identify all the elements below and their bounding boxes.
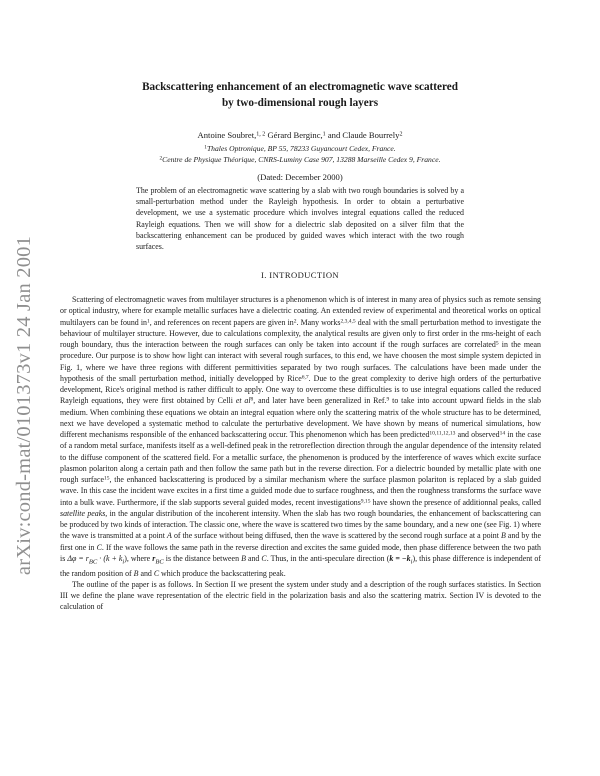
text-run: . Many works — [296, 317, 341, 327]
arxiv-watermark — [8, 225, 42, 585]
affiliation-2-text: Centre de Physique Théorique, CNRS-Luminy Case 907, 13288 Marseille Cedex 9, France. — [162, 155, 441, 164]
math-symbol: r — [152, 553, 156, 563]
text-run: ), this phase difference is independent of the random position of — [60, 553, 541, 578]
text-run: . If the wave follows the same path in the reverse direction and excites the same guided mode, then phase difference between the two path is — [60, 542, 541, 563]
equation-subscript: BC — [88, 558, 98, 566]
equation-subscript: BC — [155, 558, 164, 566]
text-run: deal with the small perturbation method to investigate the behaviour of multilayer structure. However, due to calculations complexity, the analytical results are given only to first order in the rms-height of each rough boundary, thus the interaction between the rough surfaces can only be taken into account if the rough surfaces are correlated — [60, 317, 541, 349]
text-run: is the distance between — [163, 553, 242, 563]
text-run: in the case of a random metal surface, manifests itself as a well-defined peak in the retroreflection direction through the angular dependence of the intensity related to the diffuse component of the scattered field. For a metallic surface, the phenomenon is produced by the interference of waves which excite surface plasmon polariton along a certain path and then follow the same path but in the reverse direction. For a dielectric bounded by metallic plate with one rough surface — [60, 430, 542, 484]
text-run: have shown the presence of additionnal peaks, called — [370, 497, 541, 507]
citation-ref: 5 — [495, 340, 499, 347]
math-symbol: A — [167, 531, 172, 541]
citation-ref: 2,3,4,5 — [340, 318, 356, 325]
arxiv-id: arXiv:cond-mat/0101373v1 24 Jan 2001 — [13, 235, 36, 575]
affiliation-1-number: 1 — [204, 144, 207, 151]
text-run: and — [138, 568, 154, 578]
author-3-affil: 2 — [399, 131, 403, 138]
equation: · (k + k — [97, 553, 123, 563]
affiliation-2-number: 2 — [159, 155, 163, 162]
affiliation-1 — [50, 144, 550, 154]
citation-ref: 6,7 — [301, 374, 309, 381]
text-run: , and later have been generalized in Ref. — [253, 396, 387, 406]
text-run: to take into account upward fields in the slab medium. When combining these equations we obtain an integral equation where only the scattering matrix of the whole structure has to be determined, next we have developed a systematic method to calculate the perturbative development. We have shown by means of numerical simulations, how different mechanisms responsible of the enhanced backscattering occur. This phenomenon which has been predicted — [60, 396, 542, 439]
affiliation-2 — [50, 155, 550, 165]
author-1-affil: 1, 2 — [256, 131, 266, 138]
text-run: and by the first one in — [60, 531, 541, 552]
math-symbol: C — [261, 553, 267, 563]
math-symbol: C — [153, 568, 160, 578]
citation-ref: 9 — [386, 396, 390, 403]
title-line-1: Backscattering enhancement of an electromagnetic wave scattered — [142, 81, 458, 93]
text-run: of the surface without being diffused, then the wave is scattered by the second rough surface at a point — [171, 531, 501, 541]
citation-ref: 8 — [250, 396, 254, 403]
text-run: Scattering of electromagnetic waves from multilayer structures is a phenomenon which is of interest in many area of physics such as remote sensing or optical industry, where for example metallic surfaces have a dielectric coating. An extended review of experimental and theoretical works on optical multilayers can be found in — [60, 295, 541, 327]
text-run: , the enhanced backscattering is produced by a similar mechanism where the surface plasmon polariton is replaced by a slab guided wave. In this case the incident wave excites in a first time a guided mode due to surface roughness, and then the roughness transforms the surface wave into a bulk wave. Furthermore, if the slab supports several guided modes, recent investigations — [60, 475, 541, 507]
equation: Δφ = r — [67, 553, 89, 563]
math-symbol: B — [133, 568, 139, 578]
author-1: Antoine Soubret, — [197, 130, 257, 140]
citation-ref: 1 — [147, 318, 150, 325]
section-heading-introduction: I. INTRODUCTION — [260, 270, 340, 280]
equation-subscript: i — [410, 558, 413, 566]
date-line: (Dated: December 2000) — [257, 172, 343, 182]
equation: k = −k — [389, 553, 411, 563]
citation-ref: 14 — [499, 430, 506, 437]
affiliation-1-text: Thales Optronique, BP 55, 78233 Guyancourt Cedex, France. — [206, 144, 396, 153]
text-run: . Thus, in the anti-speculare direction ( — [266, 553, 390, 563]
et-al: et al — [235, 396, 251, 406]
body-text — [60, 294, 541, 613]
author-2-affil: 1 — [322, 131, 326, 138]
math-symbol: B — [241, 553, 246, 563]
text-run: , in the angular distribution of the incoherent intensity. When the slab has two rough boundaries, the enhancement of backscattering can be produced by two kinds of interaction. The classic one, where the wave is scattered two times by the same boundary, and a new one (see Fig. 1) where the wave is transmitted at a point — [60, 508, 541, 541]
citation-ref: 9,15 — [360, 498, 371, 505]
paragraph-1 — [60, 294, 541, 579]
text-run: . Due to the great complexity to derive high orders of the perturbative development, Rice's original method is rather difficult to apply. One way to overcome these difficulties is to use integral equations called the reduced Rayleigh equations, they were first obtained by Celli — [60, 373, 541, 406]
citation-ref: 2 — [293, 318, 297, 325]
text-run: in the mean procedure. Our purpose is to show how light can interact with several rough surfaces, to this end, we have choosen the most simple system depicted in Fig. 1, where we have three regions with different permittivities separated by two rough surfaces. The calculations have been made under the hypothesis of the small perturbation method, initially developped by Rice — [60, 340, 541, 383]
text-run: ), where — [124, 553, 153, 563]
citation-ref: 10,11,12,13 — [429, 430, 456, 437]
title-line-2: by two-dimensional rough layers — [221, 96, 379, 109]
math-symbol: C — [96, 542, 102, 552]
satellite-peaks-term: satellite peaks — [60, 508, 106, 518]
paragraph-2: The outline of the paper is as follows. In Section II we present the system under study and a description of the rough surfaces statistics. In Section III we define the plane wave representation of the electric field in the polarization basis and also the scattering matrix. Section IV is devoted to the calculation of — [60, 579, 541, 612]
author-3: and Claude Bourrely — [327, 130, 400, 140]
text-run: and observed — [455, 430, 500, 439]
math-symbol: B — [501, 531, 506, 541]
abstract: The problem of an electromagnetic wave scattering by a slab with two rough boundaries is solved by a small-perturbation method under the Rayleigh hypothesis. In order to obtain a perturbative development, we use a systematic procedure which involves integral equations called the reduced Rayleigh equations. Then we will show for a dielectric slab deposited on a silver film that the backscattering enhancement can be produced by guided waves which interact with the two rough surfaces. — [136, 186, 464, 252]
authors — [60, 130, 540, 141]
paper-title — [60, 80, 540, 111]
citation-ref: 15 — [104, 475, 110, 482]
author-2: Gérard Berginc, — [267, 130, 323, 140]
text-run: , and references on recent papers are given in — [149, 317, 294, 327]
equation-subscript: i — [122, 558, 125, 566]
text-run: and — [245, 553, 262, 563]
text-run: which produce the backscattering peak. — [159, 568, 286, 578]
